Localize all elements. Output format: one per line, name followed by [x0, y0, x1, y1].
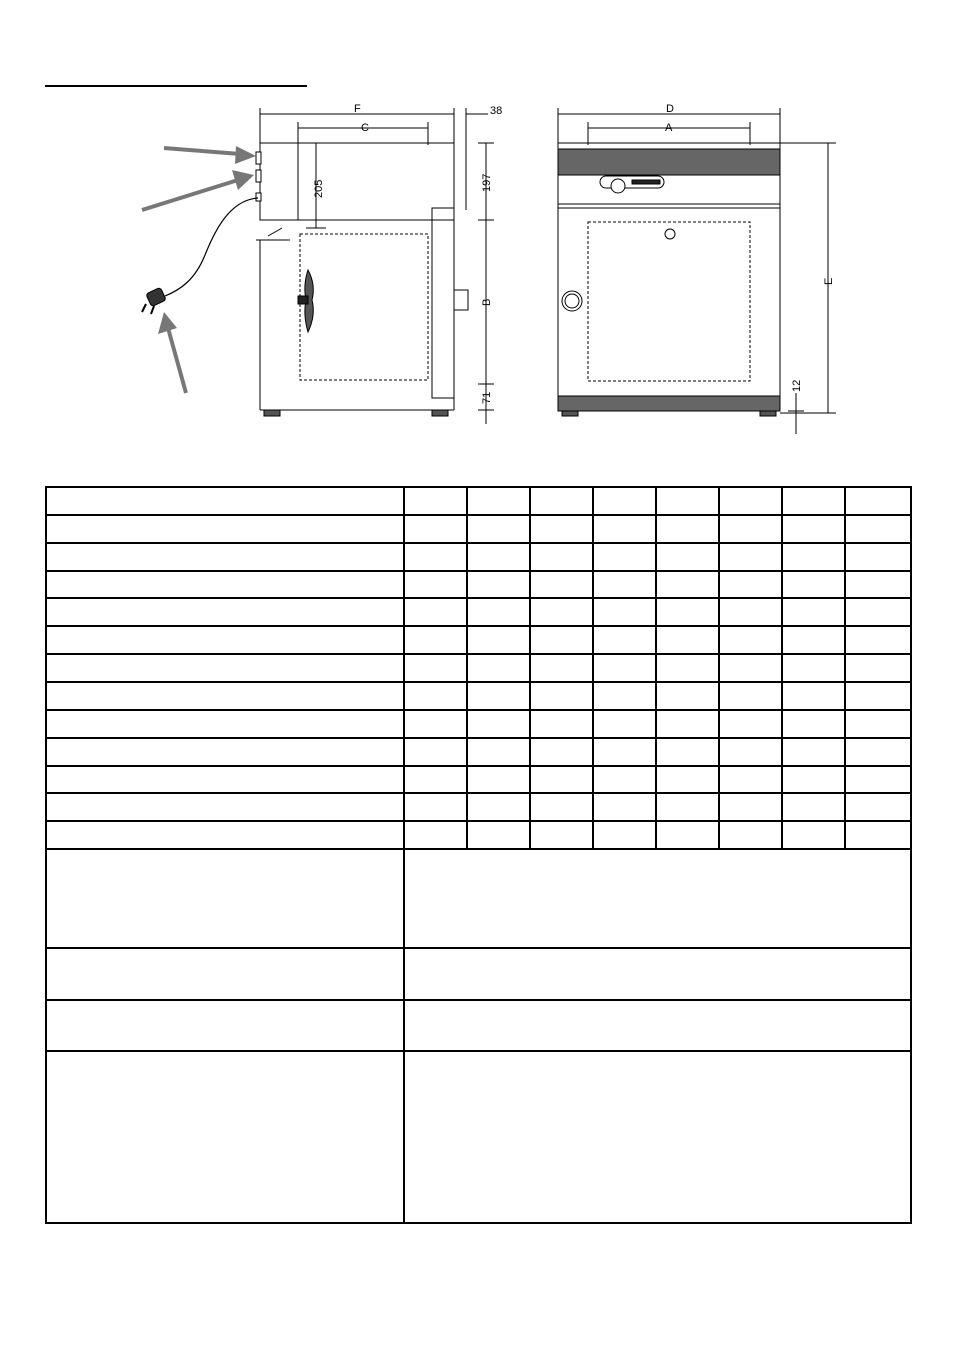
- value-cell: [719, 487, 782, 515]
- value-cell: [404, 515, 467, 543]
- value-cell: [656, 487, 719, 515]
- value-cell: [845, 654, 911, 682]
- value-cell: [593, 487, 656, 515]
- value-cell: [593, 515, 656, 543]
- table-row: [46, 821, 911, 849]
- value-cell: [782, 821, 845, 849]
- row-label-cell: [46, 487, 404, 515]
- value-cell: [656, 682, 719, 710]
- row-label-cell: [46, 682, 404, 710]
- value-cell: [656, 710, 719, 738]
- value-cell: [782, 766, 845, 794]
- value-cell: [656, 515, 719, 543]
- value-cell: [593, 626, 656, 654]
- value-cell: [782, 571, 845, 599]
- row-label-cell: [46, 793, 404, 821]
- value-cell: [719, 766, 782, 794]
- value-cell: [719, 682, 782, 710]
- row-label-cell: [46, 738, 404, 766]
- row-label-cell: [46, 598, 404, 626]
- value-cell: [719, 710, 782, 738]
- value-cell: [782, 598, 845, 626]
- table-row: [46, 626, 911, 654]
- dim-label-f: F: [354, 103, 361, 115]
- row-label-cell: [46, 766, 404, 794]
- value-cell: [530, 487, 593, 515]
- value-cell: [719, 626, 782, 654]
- dimension-drawing: [0, 95, 954, 435]
- table-row: [46, 543, 911, 571]
- value-cell: [530, 710, 593, 738]
- row-label-cell: [46, 710, 404, 738]
- value-cell: [845, 571, 911, 599]
- value-cell: [404, 710, 467, 738]
- value-cell: [656, 598, 719, 626]
- value-cell: [593, 682, 656, 710]
- table-row-merged: [46, 948, 911, 1000]
- table-row: [46, 571, 911, 599]
- value-cell: [782, 710, 845, 738]
- value-cell: [593, 821, 656, 849]
- value-cell: [782, 654, 845, 682]
- value-cell: [782, 793, 845, 821]
- value-cell: [404, 598, 467, 626]
- value-cell: [467, 682, 530, 710]
- value-cell: [656, 793, 719, 821]
- value-cell: [719, 654, 782, 682]
- value-cell: [404, 682, 467, 710]
- value-cell: [404, 766, 467, 794]
- pointer-arrows: [142, 146, 256, 393]
- table-row: [46, 738, 911, 766]
- value-cell: [467, 515, 530, 543]
- row-label-cell: [46, 948, 404, 1000]
- dim-label-c: C: [361, 122, 369, 134]
- table-row: [46, 598, 911, 626]
- row-label-cell: [46, 515, 404, 543]
- specification-table: [45, 486, 912, 1224]
- dim-label-38: 38: [490, 105, 503, 117]
- value-cell: [782, 487, 845, 515]
- value-cell: [404, 821, 467, 849]
- row-label-cell: [46, 626, 404, 654]
- value-cell: [404, 487, 467, 515]
- value-cell: [656, 571, 719, 599]
- value-cell: [656, 766, 719, 794]
- value-cell: [845, 543, 911, 571]
- row-label-cell: [46, 849, 404, 948]
- value-cell: [467, 710, 530, 738]
- value-cell: [404, 571, 467, 599]
- value-cell: [467, 543, 530, 571]
- row-label-cell: [46, 654, 404, 682]
- value-cell: [530, 515, 593, 543]
- value-cell: [719, 738, 782, 766]
- dim-label-71: 71: [481, 391, 493, 404]
- value-cell: [530, 738, 593, 766]
- value-cell: [719, 821, 782, 849]
- table-row-merged: [46, 849, 911, 948]
- value-cell: [404, 793, 467, 821]
- merged-value-cell: [404, 1000, 911, 1052]
- value-cell: [467, 821, 530, 849]
- dim-label-d: D: [666, 103, 674, 115]
- dim-label-205: 205: [313, 179, 325, 198]
- value-cell: [845, 626, 911, 654]
- table-row-merged: [46, 1051, 911, 1223]
- table-row: [46, 710, 911, 738]
- value-cell: [404, 738, 467, 766]
- table-row: [46, 654, 911, 682]
- value-cell: [782, 543, 845, 571]
- value-cell: [782, 515, 845, 543]
- value-cell: [845, 738, 911, 766]
- section-title-underline: [45, 85, 307, 87]
- value-cell: [404, 626, 467, 654]
- value-cell: [467, 571, 530, 599]
- value-cell: [593, 571, 656, 599]
- dim-label-b: B: [481, 298, 493, 306]
- value-cell: [593, 654, 656, 682]
- value-cell: [467, 598, 530, 626]
- value-cell: [845, 682, 911, 710]
- dim-label-a: A: [665, 122, 673, 134]
- value-cell: [530, 766, 593, 794]
- value-cell: [656, 543, 719, 571]
- value-cell: [845, 821, 911, 849]
- row-label-cell: [46, 571, 404, 599]
- table-row: [46, 793, 911, 821]
- value-cell: [530, 626, 593, 654]
- value-cell: [467, 738, 530, 766]
- row-label-cell: [46, 543, 404, 571]
- table-row: [46, 487, 911, 515]
- value-cell: [845, 598, 911, 626]
- row-label-cell: [46, 1000, 404, 1052]
- value-cell: [656, 626, 719, 654]
- table-row: [46, 682, 911, 710]
- value-cell: [593, 710, 656, 738]
- value-cell: [467, 626, 530, 654]
- value-cell: [656, 654, 719, 682]
- value-cell: [404, 543, 467, 571]
- value-cell: [782, 626, 845, 654]
- value-cell: [845, 766, 911, 794]
- value-cell: [782, 682, 845, 710]
- dim-label-12: 12: [791, 379, 803, 392]
- value-cell: [593, 598, 656, 626]
- value-cell: [719, 793, 782, 821]
- merged-value-cell: [404, 948, 911, 1000]
- value-cell: [593, 543, 656, 571]
- value-cell: [782, 738, 845, 766]
- table-row: [46, 766, 911, 794]
- value-cell: [467, 654, 530, 682]
- side-view: [142, 108, 494, 424]
- value-cell: [530, 654, 593, 682]
- value-cell: [530, 571, 593, 599]
- value-cell: [530, 598, 593, 626]
- value-cell: [467, 766, 530, 794]
- value-cell: [593, 793, 656, 821]
- value-cell: [656, 821, 719, 849]
- value-cell: [719, 571, 782, 599]
- value-cell: [719, 543, 782, 571]
- merged-value-cell: [404, 1051, 911, 1223]
- value-cell: [845, 487, 911, 515]
- row-label-cell: [46, 1051, 404, 1223]
- table-row-merged: [46, 1000, 911, 1052]
- merged-value-cell: [404, 849, 911, 948]
- value-cell: [467, 793, 530, 821]
- value-cell: [530, 682, 593, 710]
- table-row: [46, 515, 911, 543]
- row-label-cell: [46, 821, 404, 849]
- value-cell: [467, 487, 530, 515]
- value-cell: [719, 515, 782, 543]
- value-cell: [656, 738, 719, 766]
- value-cell: [530, 821, 593, 849]
- dim-label-e: E: [823, 277, 835, 285]
- value-cell: [719, 598, 782, 626]
- value-cell: [593, 766, 656, 794]
- value-cell: [404, 654, 467, 682]
- value-cell: [845, 515, 911, 543]
- dim-label-197: 197: [481, 173, 493, 192]
- value-cell: [845, 710, 911, 738]
- value-cell: [530, 793, 593, 821]
- value-cell: [593, 738, 656, 766]
- value-cell: [845, 793, 911, 821]
- value-cell: [530, 543, 593, 571]
